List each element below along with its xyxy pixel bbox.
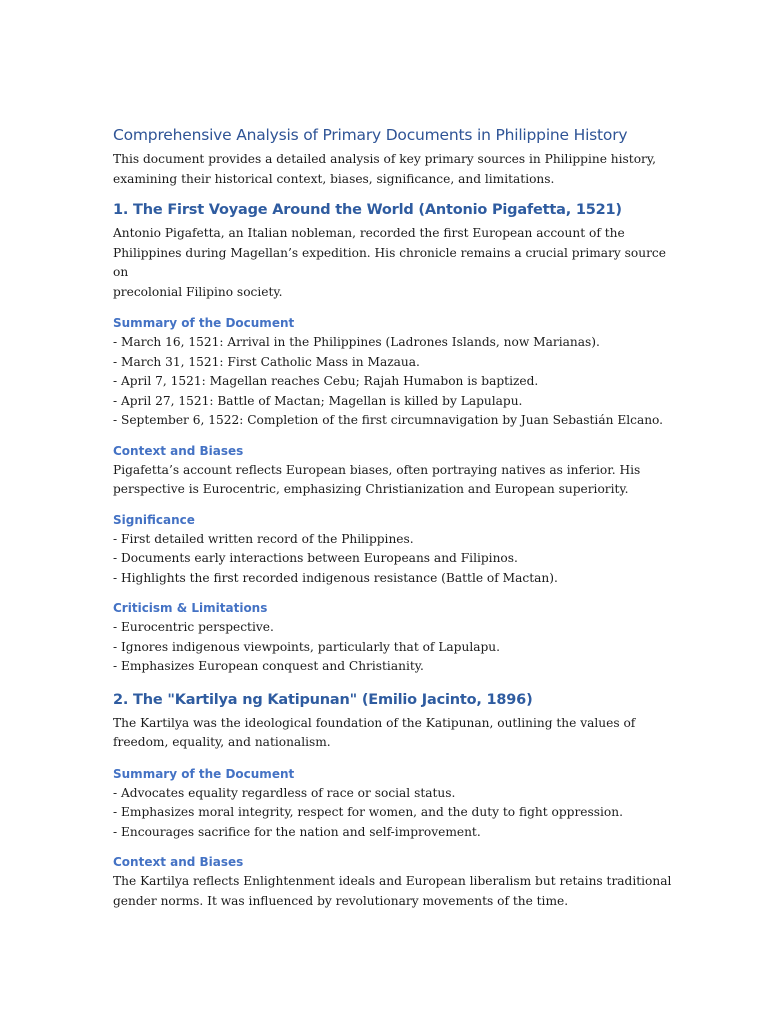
list-item: - First detailed written record of the Philippines. — [113, 531, 414, 546]
section-intro-line: freedom, equality, and nationalism. — [113, 735, 331, 749]
list-item: - Advocates equality regardless of race or social status. — [113, 785, 456, 800]
list-item: - Emphasizes European conquest and Christianity. — [113, 659, 424, 673]
section-intro — [113, 714, 673, 753]
list-item: - Encourages sacrifice for the nation and self-improvement. — [113, 824, 481, 839]
section-heading: 1. The First Voyage Around the World (Antonio Pigafetta, 1521) — [113, 202, 622, 218]
section-intro — [113, 224, 673, 302]
subsection-heading: Significance — [113, 512, 195, 527]
document-page — [113, 124, 673, 922]
list-item: - September 6, 1522: Completion of the first circumnavigation by Juan Sebastián Elcano. — [113, 413, 664, 427]
list-item: - March 31, 1521: First Catholic Mass in Mazaua. — [113, 354, 420, 369]
section-intro-line: The Kartilya was the ideological foundation of the Katipunan, outlining the values of — [113, 715, 636, 730]
list-item: - March 16, 1521: Arrival in the Philippines (Ladrones Islands, now Marianas). — [113, 335, 600, 349]
context-paragraph — [113, 461, 673, 500]
section-intro-line: Antonio Pigafetta, an Italian nobleman, recorded the first European account of the — [113, 226, 625, 240]
subsection-heading: Context and Biases — [113, 855, 244, 869]
paragraph-line: gender norms. It was influenced by revolutionary movements of the time. — [113, 893, 569, 908]
paragraph-line: perspective is Eurocentric, emphasizing Christianization and European superiority. — [113, 482, 629, 496]
list-item: - April 7, 1521: Magellan reaches Cebu; Rajah Humabon is baptized. — [113, 374, 539, 388]
paragraph-line: The Kartilya reflects Enlightenment ideals and European liberalism but retains traditional — [113, 874, 672, 888]
subsection-heading: Summary of the Document — [113, 766, 295, 781]
section-intro-line: Philippines during Magellan’s expedition. His chronicle remains a crucial primary source on — [113, 245, 666, 279]
list-item: - Documents early interactions between Europeans and Filipinos. — [113, 551, 518, 565]
intro-line: This document provides a detailed analysis of key primary sources in Philippine history, — [113, 152, 656, 166]
list-item: - Eurocentric perspective. — [113, 620, 274, 634]
context-paragraph — [113, 872, 673, 911]
summary-list — [113, 333, 673, 431]
summary-list — [113, 784, 673, 843]
list-item: - Ignores indigenous viewpoints, particularly that of Lapulapu. — [113, 639, 501, 654]
intro-line: examining their historical context, biases, significance, and limitations. — [113, 171, 555, 186]
subsection-heading: Criticism & Limitations — [113, 601, 268, 615]
list-item: - April 27, 1521: Battle of Mactan; Magellan is killed by Lapulapu. — [113, 393, 523, 408]
subsection-heading: Context and Biases — [113, 443, 244, 458]
paragraph-line: Pigafetta’s account reflects European biases, often portraying natives as inferior. His — [113, 462, 641, 477]
list-item: - Highlights the first recorded indigenous resistance (Battle of Mactan). — [113, 570, 558, 585]
significance-list — [113, 530, 673, 589]
subsection-heading: Summary of the Document — [113, 316, 295, 330]
document-intro — [113, 150, 673, 189]
criticism-list — [113, 618, 673, 677]
section-heading: 2. The "Kartilya ng Katipunan" (Emilio Jacinto, 1896) — [113, 691, 533, 708]
document-title: Comprehensive Analysis of Primary Documents in Philippine History — [113, 126, 628, 144]
list-item: - Emphasizes moral integrity, respect for women, and the duty to fight oppression. — [113, 805, 623, 819]
section-intro-line: precolonial Filipino society. — [113, 284, 283, 299]
